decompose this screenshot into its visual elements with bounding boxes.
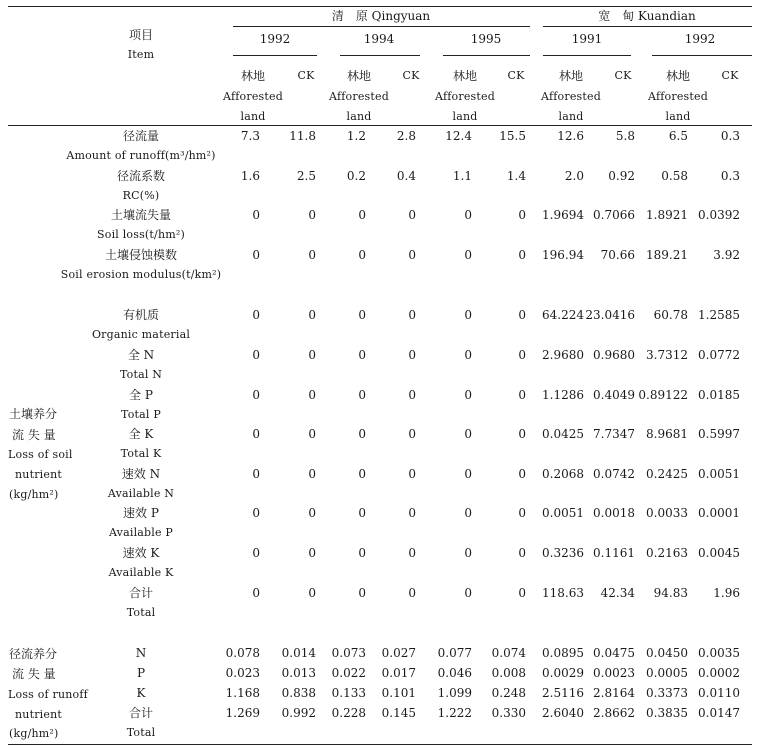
table-cell: 0.2425 — [646, 467, 688, 481]
table-cell: 0.133 — [331, 686, 366, 700]
table-cell: 2.5 — [296, 169, 316, 183]
table-cell: 0.7066 — [593, 208, 635, 222]
table-cell: 0 — [518, 248, 526, 262]
table-cell: 0 — [308, 388, 316, 402]
table-cell: 0 — [308, 467, 316, 481]
table-cell: 0.5997 — [698, 427, 740, 441]
table-cell: 1.168 — [225, 686, 260, 700]
table-cell: 70.66 — [600, 248, 635, 262]
table-cell: 0.0425 — [542, 427, 584, 441]
table-cell: 118.63 — [542, 586, 584, 600]
table-cell: 0 — [518, 427, 526, 441]
header-sub-forest-en: Afforested — [648, 90, 708, 103]
table-cell: 0.3835 — [646, 706, 688, 720]
table-cell: 1.9694 — [542, 208, 584, 222]
table-cell: 0 — [358, 208, 366, 222]
table-cell: 0.0895 — [542, 646, 584, 660]
row-label: P — [136, 666, 146, 680]
header-sub-forest-en: land — [452, 110, 478, 123]
bottom-rule — [8, 744, 752, 745]
table-cell: 0.838 — [281, 686, 316, 700]
table-cell: 1.1286 — [542, 388, 584, 402]
group-runoff-label-en: Loss of runoff — [8, 688, 88, 701]
table-cell: 0.0742 — [593, 467, 635, 481]
table-cell: 0.046 — [437, 666, 472, 680]
row-label: 全 N — [127, 348, 155, 362]
row-label-en: Amount of runoff(m³/hm²) — [66, 149, 216, 162]
table-cell: 0 — [408, 586, 416, 600]
table-cell: 0.3 — [720, 169, 740, 183]
table-cell: 0.145 — [381, 706, 416, 720]
table-cell: 1.222 — [437, 706, 472, 720]
table-cell: 1.96 — [713, 586, 740, 600]
table-cell: 0.248 — [491, 686, 526, 700]
table-cell: 0 — [408, 427, 416, 441]
table-cell: 0 — [308, 427, 316, 441]
header-sub-ck: CK — [402, 69, 420, 82]
table-cell: 3.92 — [713, 248, 740, 262]
table-cell: 0 — [408, 208, 416, 222]
header-sub-ck: CK — [721, 69, 739, 82]
row-label: 有机质 — [122, 308, 160, 322]
table-cell: 0 — [518, 546, 526, 560]
header-sub-forest-en: Afforested — [435, 90, 495, 103]
table-cell: 0.022 — [331, 666, 366, 680]
table-cell: 0 — [358, 467, 366, 481]
table-cell: 0 — [308, 308, 316, 322]
header-region-kuandian: 宽 甸 Kuandian — [598, 9, 696, 23]
row-label-en: Available K — [108, 566, 174, 579]
table-cell: 0 — [464, 388, 472, 402]
table-cell: 0.027 — [381, 646, 416, 660]
table-cell: 0.0023 — [593, 666, 635, 680]
header-sub-forest-en: land — [558, 110, 584, 123]
table-cell: 3.7312 — [646, 348, 688, 362]
table-cell: 0 — [464, 467, 472, 481]
header-year: 1991 — [571, 32, 603, 46]
table-cell: 1.1 — [452, 169, 472, 183]
header-sub-forest: 林地 — [346, 69, 372, 83]
table-cell: 0.92 — [608, 169, 635, 183]
row-label: 速效 P — [123, 506, 159, 520]
table-cell: 0 — [252, 506, 260, 520]
table-cell: 0 — [518, 208, 526, 222]
table-cell: 0.101 — [381, 686, 416, 700]
table-cell: 0 — [252, 248, 260, 262]
header-sub-ck: CK — [507, 69, 525, 82]
table-cell: 0.2068 — [542, 467, 584, 481]
table-cell: 0 — [252, 586, 260, 600]
row-label-en: Organic material — [91, 328, 191, 341]
row-label-en: Available N — [107, 487, 175, 500]
table-cell: 0 — [252, 427, 260, 441]
row-label: 全 K — [128, 427, 154, 441]
table-cell: 0 — [518, 348, 526, 362]
table-cell: 0.9680 — [593, 348, 635, 362]
table-cell: 0.0029 — [542, 666, 584, 680]
table-cell: 0 — [518, 308, 526, 322]
group-runoff-label-cn2: 流 失 量 — [12, 667, 56, 681]
table-cell: 2.8 — [396, 129, 416, 143]
table-cell: 0.017 — [381, 666, 416, 680]
table-cell: 94.83 — [653, 586, 688, 600]
table-cell: 0.0018 — [593, 506, 635, 520]
row-label: K — [136, 686, 146, 700]
table-cell: 0 — [518, 506, 526, 520]
table-cell: 1.4 — [506, 169, 526, 183]
table-cell: 0 — [252, 467, 260, 481]
table-cell: 0.3236 — [542, 546, 584, 560]
table-cell: 0 — [518, 586, 526, 600]
table-cell: 0.228 — [331, 706, 366, 720]
table-cell: 0 — [464, 546, 472, 560]
row-label-en: Soil erosion modulus(t/km²) — [60, 268, 222, 281]
top-rule — [8, 6, 752, 7]
header-bottom-rule — [8, 125, 752, 126]
table-cell: 0 — [308, 348, 316, 362]
region-rule-qingyuan — [233, 26, 530, 27]
group-soil-label-unit: (kg/hm²) — [9, 488, 59, 501]
table-cell: 1.2 — [346, 129, 366, 143]
table-cell: 0.2 — [346, 169, 366, 183]
row-label-en: Total P — [121, 408, 161, 421]
table-cell: 0.330 — [491, 706, 526, 720]
table-cell: 0 — [358, 546, 366, 560]
header-sub-forest: 林地 — [240, 69, 266, 83]
table-cell: 0.0185 — [698, 388, 740, 402]
table-cell: 0 — [464, 208, 472, 222]
table-cell: 6.5 — [668, 129, 688, 143]
table-cell: 0.1161 — [593, 546, 635, 560]
table-cell: 0 — [252, 308, 260, 322]
table-cell: 1.6 — [240, 169, 260, 183]
table-cell: 0.074 — [491, 646, 526, 660]
table-cell: 0 — [358, 388, 366, 402]
table-cell: 5.8 — [615, 129, 635, 143]
table-cell: 0.073 — [331, 646, 366, 660]
header-sub-forest: 林地 — [665, 69, 691, 83]
row-label-en: Total — [126, 726, 156, 739]
table-cell: 0 — [518, 467, 526, 481]
table-cell: 0 — [308, 506, 316, 520]
table-cell: 0.077 — [437, 646, 472, 660]
table-cell: 0.992 — [281, 706, 316, 720]
table-cell: 60.78 — [653, 308, 688, 322]
table-cell: 1.2585 — [698, 308, 740, 322]
table-cell: 0 — [358, 506, 366, 520]
table-cell: 12.6 — [557, 129, 584, 143]
header-year: 1992 — [684, 32, 716, 46]
table-cell: 0.4 — [396, 169, 416, 183]
table-cell: 0.0450 — [646, 646, 688, 660]
header-sub-forest: 林地 — [558, 69, 584, 83]
table-cell: 1.269 — [225, 706, 260, 720]
table-cell: 7.7347 — [593, 427, 635, 441]
table-cell: 0 — [408, 546, 416, 560]
row-label: 全 P — [129, 388, 153, 402]
table-cell: 2.8164 — [593, 686, 635, 700]
group-soil-label-cn2: 流 失 量 — [12, 428, 56, 442]
table-cell: 0.4049 — [593, 388, 635, 402]
table-cell: 2.6040 — [542, 706, 584, 720]
table-cell: 8.9681 — [646, 427, 688, 441]
table-cell: 0 — [464, 308, 472, 322]
table-cell: 0.0051 — [698, 467, 740, 481]
year-rule-5 — [652, 55, 752, 56]
table-cell: 42.34 — [600, 586, 635, 600]
table-cell: 0.023 — [225, 666, 260, 680]
table-cell: 0.0475 — [593, 646, 635, 660]
header-sub-forest-en: land — [346, 110, 372, 123]
table-cell: 0.0110 — [698, 686, 740, 700]
year-rule-3 — [443, 55, 530, 56]
table-cell: 0 — [464, 506, 472, 520]
row-label-en: Total N — [119, 368, 163, 381]
table-cell: 15.5 — [499, 129, 526, 143]
table-cell: 0.0002 — [698, 666, 740, 680]
table-cell: 0 — [358, 427, 366, 441]
table-cell: 0 — [408, 467, 416, 481]
table-cell: 0.0051 — [542, 506, 584, 520]
row-label-en: Total K — [120, 447, 162, 460]
table-cell: 0 — [308, 546, 316, 560]
table-cell: 0.2163 — [646, 546, 688, 560]
row-label: 径流系数 — [116, 169, 166, 183]
row-label: 土壤侵蚀模数 — [104, 248, 178, 262]
group-soil-label-cn: 土壤养分 — [9, 407, 58, 421]
table-cell: 0.58 — [661, 169, 688, 183]
table-cell: 0 — [464, 586, 472, 600]
table-cell: 0 — [308, 586, 316, 600]
table-cell: 0.0392 — [698, 208, 740, 222]
header-sub-forest-en: Afforested — [329, 90, 389, 103]
table-cell: 0 — [408, 506, 416, 520]
table-cell: 0 — [408, 248, 416, 262]
header-sub-ck: CK — [297, 69, 315, 82]
year-rule-4 — [543, 55, 631, 56]
year-rule-1 — [233, 55, 317, 56]
table-cell: 64.224 — [542, 308, 584, 322]
table-cell: 0 — [358, 586, 366, 600]
table-cell: 0 — [252, 388, 260, 402]
table-cell: 196.94 — [542, 248, 584, 262]
table-cell: 0.013 — [281, 666, 316, 680]
header-sub-forest: 林地 — [452, 69, 478, 83]
group-soil-label-en: Loss of soil — [8, 448, 73, 461]
table-cell: 2.0 — [564, 169, 584, 183]
row-label-en: Total — [126, 606, 156, 619]
table-cell: 0 — [308, 248, 316, 262]
table-cell: 0.0005 — [646, 666, 688, 680]
header-year: 1992 — [259, 32, 291, 46]
row-label: 径流量 — [122, 129, 160, 143]
table-cell: 0 — [464, 427, 472, 441]
row-label: 速效 N — [121, 467, 161, 481]
table-cell: 0.3 — [720, 129, 740, 143]
header-sub-ck: CK — [614, 69, 632, 82]
row-label: 土壤流失量 — [110, 208, 172, 222]
group-runoff-label-cn: 径流养分 — [9, 647, 58, 661]
table-cell: 0 — [358, 308, 366, 322]
table-cell: 0.0772 — [698, 348, 740, 362]
header-item-en: Item — [127, 48, 155, 61]
table-cell: 0.014 — [281, 646, 316, 660]
group-runoff-label-unit: (kg/hm²) — [9, 727, 59, 740]
table-cell: 0.0001 — [698, 506, 740, 520]
table-cell: 0.89122 — [638, 388, 688, 402]
year-rule-2 — [340, 55, 420, 56]
header-sub-forest-en: Afforested — [541, 90, 601, 103]
header-year: 1995 — [470, 32, 502, 46]
table-cell: 0.0033 — [646, 506, 688, 520]
table-cell: 0 — [252, 546, 260, 560]
table-cell: 189.21 — [646, 248, 688, 262]
table-cell: 0.3373 — [646, 686, 688, 700]
table-cell: 2.8662 — [593, 706, 635, 720]
table-cell: 0.0035 — [698, 646, 740, 660]
table-cell: 0 — [252, 208, 260, 222]
group-runoff-label-en2: nutrient — [15, 708, 62, 721]
table-cell: 0 — [464, 248, 472, 262]
table-cell: 7.3 — [240, 129, 260, 143]
group-soil-label-en2: nutrient — [15, 468, 62, 481]
header-sub-forest-en: land — [665, 110, 691, 123]
table-cell: 1.8921 — [646, 208, 688, 222]
region-rule-kuandian — [543, 26, 752, 27]
table-cell: 2.9680 — [542, 348, 584, 362]
table-cell: 0 — [308, 208, 316, 222]
table-cell: 0 — [252, 348, 260, 362]
row-label: 合计 — [128, 586, 154, 600]
header-sub-forest-en: Afforested — [223, 90, 283, 103]
row-label-en: Available P — [108, 526, 174, 539]
table-cell: 0 — [464, 348, 472, 362]
table-cell: 0 — [358, 248, 366, 262]
table-cell: 0.0045 — [698, 546, 740, 560]
row-label: 合计 — [128, 706, 154, 720]
header-item-cn: 项目 — [128, 28, 154, 42]
table-cell: 1.099 — [437, 686, 472, 700]
table-cell: 0.0147 — [698, 706, 740, 720]
header-region-qingyuan: 清 原 Qingyuan — [331, 9, 431, 23]
row-label-en: RC(%) — [122, 189, 160, 202]
table-cell: 0 — [518, 388, 526, 402]
table-cell: 0.078 — [225, 646, 260, 660]
table-cell: 0.008 — [491, 666, 526, 680]
table-cell: 0 — [408, 388, 416, 402]
table-cell: 23.0416 — [585, 308, 635, 322]
table-cell: 0 — [408, 308, 416, 322]
table-cell: 2.5116 — [542, 686, 584, 700]
table-cell: 0 — [358, 348, 366, 362]
header-year: 1994 — [363, 32, 395, 46]
table-cell: 12.4 — [445, 129, 472, 143]
table-cell: 0 — [408, 348, 416, 362]
table-cell: 11.8 — [289, 129, 316, 143]
row-label: N — [135, 646, 147, 660]
header-sub-forest-en: land — [240, 110, 266, 123]
row-label: 速效 K — [122, 546, 160, 560]
row-label-en: Soil loss(t/hm²) — [97, 228, 185, 241]
